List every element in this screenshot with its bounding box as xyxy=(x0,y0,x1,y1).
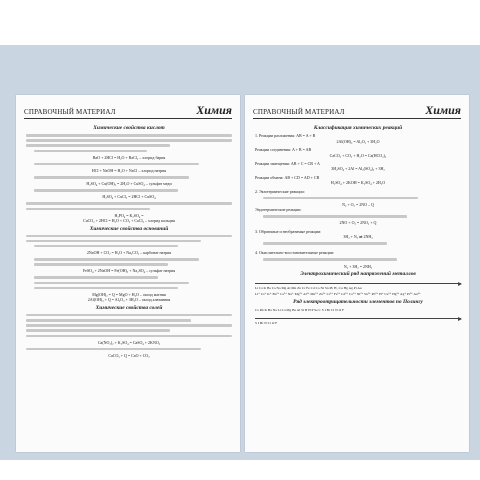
equation: 2Al(OH)₃ + Q = Al₂O₃ + 3H₂O – оксид алюминия xyxy=(87,297,171,303)
text-line xyxy=(26,240,201,243)
reaction-equation: 3H₂SO₄ + 2Al = Al₂(SO₄)₃ + 3H₂ xyxy=(331,166,385,172)
section-title-bases: Химические свойства оснований xyxy=(89,225,169,232)
text-line xyxy=(26,329,170,332)
metals-series: Li Cs K Ba Ca Na Mg Al Mn Zn Cr Fe Cd Co Ni Sn Pb H₂ Cu Hg Ag Pt Au xyxy=(255,286,362,291)
text-line xyxy=(34,282,189,285)
left-header-subject: Химия xyxy=(196,103,232,117)
left-page-content xyxy=(26,123,232,358)
text-line xyxy=(26,202,232,205)
reaction-label: Реакции соединения: A + B = AB xyxy=(255,147,312,153)
text-line xyxy=(26,208,150,211)
text-line xyxy=(26,348,201,351)
section-title-electronegativity: Ряд электроотрицательности элементов по Полингу xyxy=(293,299,423,306)
text-line xyxy=(26,144,170,147)
section-title-reaction-classification: Классификация химических реакций xyxy=(313,125,403,131)
text-line xyxy=(34,189,178,192)
reaction-label: 2. Экзотермические реакции: xyxy=(255,188,305,194)
text-line xyxy=(34,150,147,153)
text-line xyxy=(26,134,232,137)
text-line xyxy=(34,163,199,166)
electronegativity-arrow xyxy=(255,314,461,319)
section-title-acids: Химические свойства кислот xyxy=(93,125,165,131)
text-line xyxy=(26,235,232,238)
reaction-label: 3. Обратимые и необратимые реакции: xyxy=(255,228,322,234)
reaction-equation: N₂ + O₂ = 2NO – Q xyxy=(342,201,374,207)
equation: CaCO₃ + Q = CaO + CO₂ xyxy=(108,352,150,358)
electronegativity-series-short: S I Br N Cl O F xyxy=(255,321,278,326)
equation: Mg(OH)₂ = Q = MgO + H₂O – оксид магния xyxy=(92,292,166,297)
reaction-equation: 2Al(OH)₃ = Al₂O₃ + 3H₂O xyxy=(336,138,380,144)
equation: H₂SO₄ + CuCl₂ = 2HCl + CuSO₄ xyxy=(102,194,156,200)
equation: HCl + NaOH = H₂O + NaCl – хлорид натрия xyxy=(91,167,167,173)
equation: CaCO₃ + 2HCl = H₂O + CO₂ + CaCl₂ – хлорид кальция xyxy=(83,218,175,224)
text-line xyxy=(26,139,232,142)
right-page-content xyxy=(255,123,461,326)
text-line xyxy=(263,258,397,261)
reaction-equation: 3H₂ + N₂ ⇄ 2NH₃ xyxy=(343,234,373,240)
equation: Ca(NO₃)₂ + K₂SO₄ = CaSO₄ + 2KNO₃ xyxy=(97,339,161,345)
text-line xyxy=(34,245,178,248)
text-line xyxy=(26,335,232,338)
text-line xyxy=(26,319,191,322)
left-page-header xyxy=(24,101,232,119)
reaction-label: 1. Реакции разложения: AB = A + B xyxy=(255,133,316,139)
reaction-equation: 2NO + O₂ = 2NO₂ + Q xyxy=(339,220,377,226)
text-line xyxy=(34,258,199,261)
section-title-metals-series: Электрохимический ряд напряжений металлов xyxy=(300,271,416,278)
section-title-salts: Химические свойства солей xyxy=(95,304,163,311)
right-page-header xyxy=(253,101,461,119)
equation: BaO + 2HCl = H₂O + BaCl₂ – хлорид бария xyxy=(92,154,166,160)
reaction-equation: H₂SO₄ + 2KOH = K₂SO₄ + 2H₂O xyxy=(330,180,386,186)
equation: H₂SO₄ + Cu(OH)₂ = 2H₂O + CuSO₄ – сульфат меди xyxy=(86,181,172,187)
reaction-equation: N₂ + 3H₂ = 2NH₃ xyxy=(343,263,373,269)
reaction-equation: CaCO₃ + CO₂ + H₂O = Ca(HCO₃)₂ xyxy=(329,152,387,158)
right-header-label: СПРАВОЧНЫЙ МАТЕРИАЛ xyxy=(253,108,345,116)
text-line xyxy=(34,263,168,266)
left-page xyxy=(16,95,240,452)
equation: H₂PO₄ = K₂SO₄ = xyxy=(114,212,144,218)
text-line xyxy=(34,287,178,290)
reaction-label: Эндотермические реакции: xyxy=(255,207,302,213)
right-header-subject: Химия xyxy=(425,103,461,117)
text-line xyxy=(263,215,407,218)
equation: 2NaOH + CO₂ = H₂O + Na₂CO₃ – карбонат натрия xyxy=(86,250,172,256)
equation: FeSO₄ + 2NaOH = Fe(OH)₂ + Na₂SO₄ – сульфат натрия xyxy=(82,268,176,274)
text-line xyxy=(26,324,232,327)
reaction-label: Реакции обмена: AB + CD = AD + CB xyxy=(255,174,320,180)
metals-arrow xyxy=(255,279,461,284)
text-line xyxy=(34,276,158,279)
text-line xyxy=(263,197,418,200)
text-line xyxy=(263,242,387,245)
reaction-label: Реакции замещения: AB + C = CB + A xyxy=(255,161,320,167)
text-line xyxy=(26,314,232,317)
right-page xyxy=(245,95,469,452)
left-header-label: СПРАВОЧНЫЙ МАТЕРИАЛ xyxy=(24,108,116,116)
metals-ions-series: Li⁺ Cs⁺ K⁺ Ba²⁺ Ca²⁺ Na⁺ Mg²⁺ Al³⁺ Mn²⁺ Zn²⁺ Cr³⁺ Fe²⁺ Cd²⁺ Co²⁺ Ni²⁺ Sn²⁺ Pb²⁺ H⁺ Cu²⁺ Hg²⁺ Ag⁺ Pt²⁺ Au³⁺ xyxy=(255,291,421,296)
electronegativity-series: Cs Rb K Ba Na Li Ca Mg Be Al Si B H P Se C S I Br Cl N O F xyxy=(255,307,344,312)
reaction-label: 4. Окислительно-восстановительные реакции: xyxy=(255,250,334,256)
text-line xyxy=(34,176,189,179)
